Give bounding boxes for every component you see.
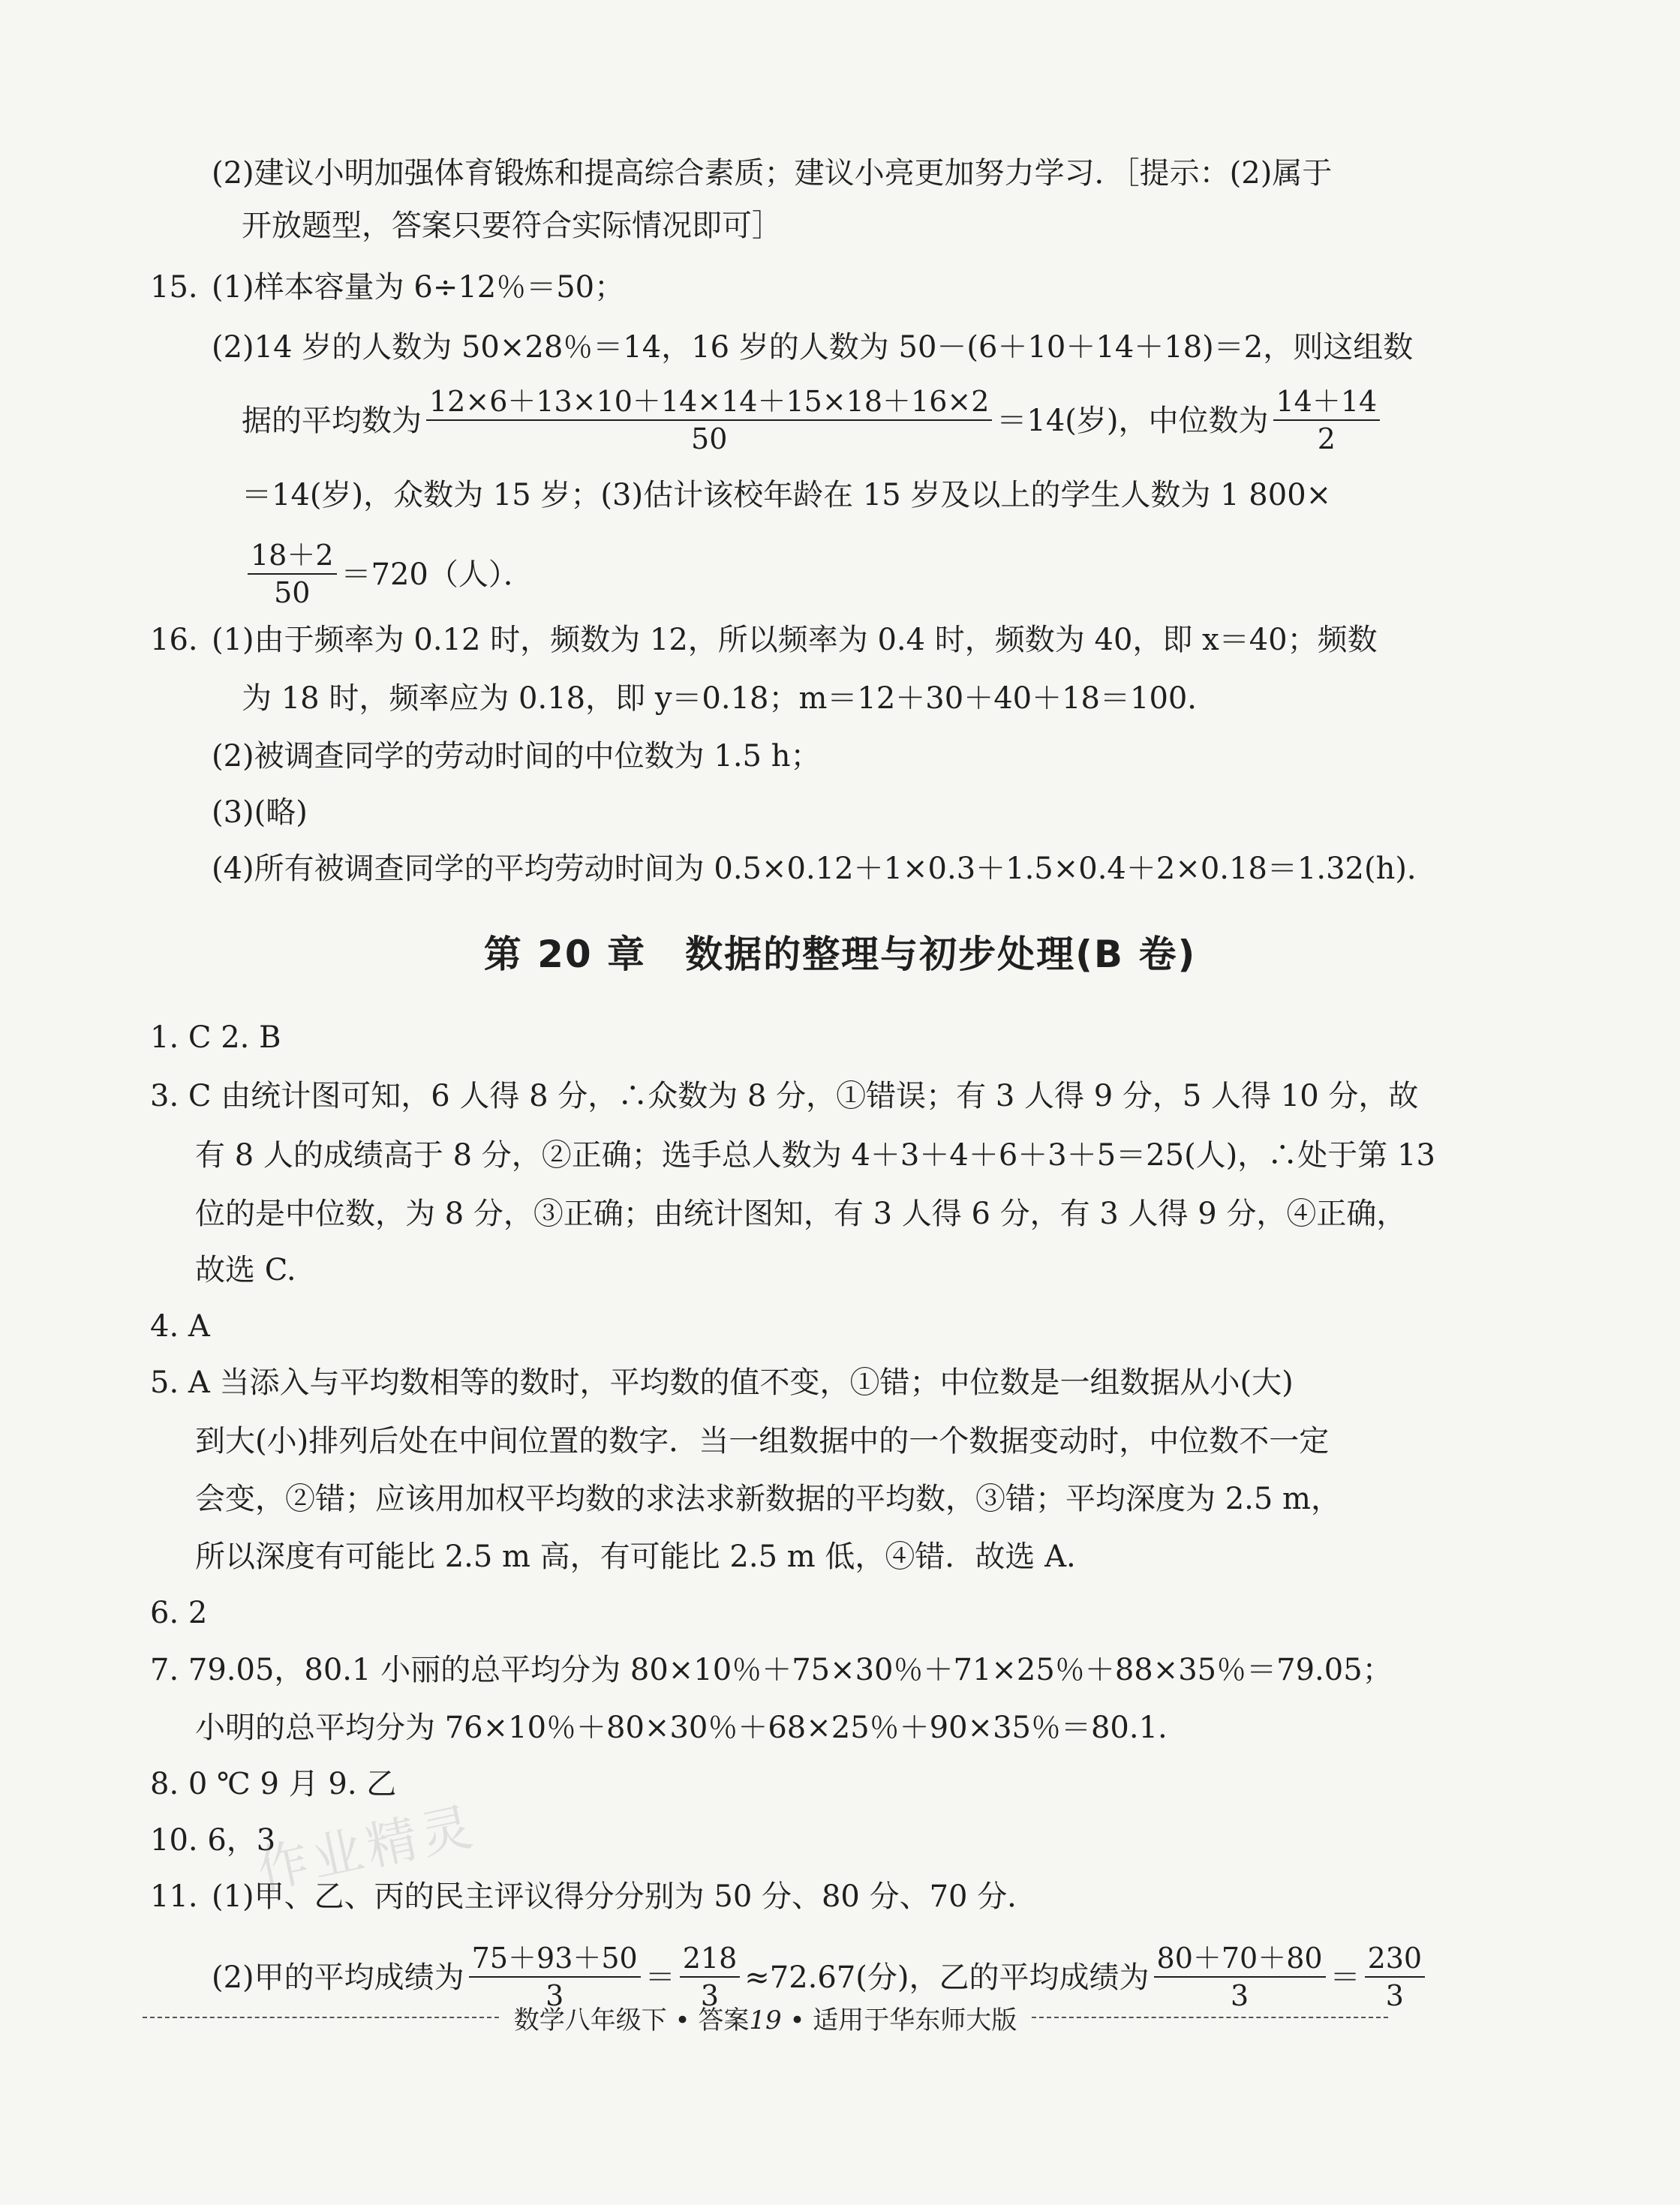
text-line: 6. 2	[150, 1596, 208, 1630]
text-line: (4)所有被调查同学的平均劳动时间为 0.5×0.12＋1×0.3＋1.5×0.4＋2×0.18＝1.32(h)．	[212, 852, 1437, 886]
footer-page-number: 19	[749, 2005, 782, 2035]
chapter-heading: 第 20 章 数据的整理与初步处理(B 卷)	[483, 933, 1197, 976]
fraction-denominator: 50	[274, 576, 311, 609]
fraction-denominator: 3	[545, 1979, 564, 2012]
text-line: (1)样本容量为 6÷12％＝50；	[212, 270, 625, 305]
text-line: 有 8 人的成绩高于 8 分，②正确；选手总人数为 4＋3＋4＋6＋3＋5＝25(人)，∴处于第 13	[195, 1138, 1435, 1173]
text-line: 4. A	[150, 1309, 210, 1344]
footer-divider-right	[1032, 2017, 1388, 2018]
text-line: 8. 0 ℃ 9 月 9. 乙	[150, 1767, 397, 1801]
footer-divider-left	[143, 2017, 499, 2018]
text-line: (2)被调查同学的劳动时间的中位数为 1.5 h；	[212, 739, 821, 774]
fraction-denominator: 3	[700, 1979, 720, 2012]
text-line: 3. C 由统计图可知，6 人得 8 分，∴众数为 8 分，①错误；有 3 人得 9 分，5 人得 10 分，故	[150, 1079, 1419, 1113]
fraction-numerator: 80＋70＋80	[1154, 1940, 1326, 1978]
fraction-numerator: 18＋2	[248, 537, 337, 575]
text-span: ＝14(岁)，中位数为	[996, 404, 1269, 438]
fraction-denominator: 3	[1230, 1979, 1249, 2012]
text-line: 会变，②错；应该用加权平均数的求法求新数据的平均数，③错；平均深度为 2.5 m，	[195, 1482, 1341, 1516]
text-line: 小明的总平均分为 76×10％＋80×30％＋68×25％＋90×35％＝80.1.	[195, 1711, 1168, 1745]
watermark: 作业精灵	[252, 1796, 482, 1901]
page-footer	[143, 1999, 1388, 2036]
text-line: (1)甲、乙、丙的民主评议得分分别为 50 分、80 分、70 分．	[212, 1879, 1038, 1914]
question-number: 16.	[150, 623, 198, 657]
text-line: (2)14 岁的人数为 50×28％＝14，16 岁的人数为 50－(6＋10＋14＋18)＝2，则这组数	[212, 330, 1414, 365]
fraction-numerator: 75＋93＋50	[469, 1940, 641, 1978]
footer-left: 数学八年级下 • 答案	[513, 2005, 750, 2035]
text-line-with-fractions	[242, 386, 1384, 460]
fraction-numerator: 14＋14	[1273, 383, 1381, 421]
text-span: ≈72.67(分)	[744, 1960, 909, 1995]
text-line: 10. 6，3	[150, 1823, 276, 1858]
text-line: (1)由于频率为 0.12 时，频数为 12，所以频率为 0.4 时，频数为 40，即 x＝40；频数	[212, 623, 1378, 657]
fraction-ratio	[248, 537, 337, 611]
text-line: ＝14(岁)，众数为 15 岁；(3)估计该校年龄在 15 岁及以上的学生人数为 1 800×	[242, 478, 1332, 512]
text-line: 到大(小)排列后处在中间位置的数字．当一组数据中的一个数据变动时，中位数不一定	[195, 1424, 1330, 1458]
text-line: 为 18 时，频率应为 0.18，即 y＝0.18；m＝12＋30＋40＋18＝100．	[242, 681, 1218, 716]
text-line: 5. A 当添入与平均数相等的数时，平均数的值不变，①错；中位数是一组数据从小(大)	[150, 1365, 1294, 1400]
text-span: ，乙的平均成绩为	[909, 1960, 1150, 1995]
text-line-with-fraction	[248, 540, 533, 614]
text-span: (2)甲的平均成绩为	[212, 1960, 464, 1995]
fraction-denominator: 3	[1385, 1979, 1404, 2012]
fraction-mean	[426, 383, 992, 457]
fraction-numerator: 12×6＋13×10＋14×14＋15×18＋16×2	[426, 383, 992, 421]
text-span: ＝	[645, 1960, 675, 1995]
text-span: 据的平均数为	[242, 404, 422, 438]
text-line: 位的是中位数，为 8 分，③正确；由统计图知，有 3 人得 6 分，有 3 人得 9 分，④正确，	[195, 1197, 1407, 1231]
text-span: ＝	[1330, 1960, 1360, 1995]
text-line: (2)建议小明加强体育锻炼和提高综合素质；建议小亮更加努力学习．［提示：(2)属于	[212, 156, 1333, 191]
text-line: 1. C 2. B	[150, 1020, 281, 1055]
text-span: ＝720（人）．	[341, 557, 533, 592]
fraction-median	[1273, 383, 1381, 457]
fraction-denominator: 2	[1317, 422, 1336, 455]
fraction-denominator: 50	[691, 422, 728, 455]
fraction-numerator: 218	[680, 1940, 741, 1978]
text-line: 开放题型，答案只要符合实际情况即可］	[242, 209, 782, 243]
fraction-numerator: 230	[1365, 1940, 1426, 1978]
question-number: 15.	[150, 270, 198, 305]
text-line: 7. 79.05，80.1 小丽的总平均分为 80×10％＋75×30％＋71×25％＋88×35％＝79.05；	[150, 1653, 1393, 1687]
question-number: 11.	[150, 1879, 198, 1914]
text-line: 所以深度有可能比 2.5 m 高，有可能比 2.5 m 低，④错．故选 A.	[195, 1540, 1076, 1574]
footer-text	[499, 1999, 1032, 2036]
text-line: 故选 C.	[195, 1253, 296, 1287]
footer-right: • 适用于华东师大版	[781, 2005, 1017, 2035]
text-line: (3)(略)	[212, 795, 308, 830]
